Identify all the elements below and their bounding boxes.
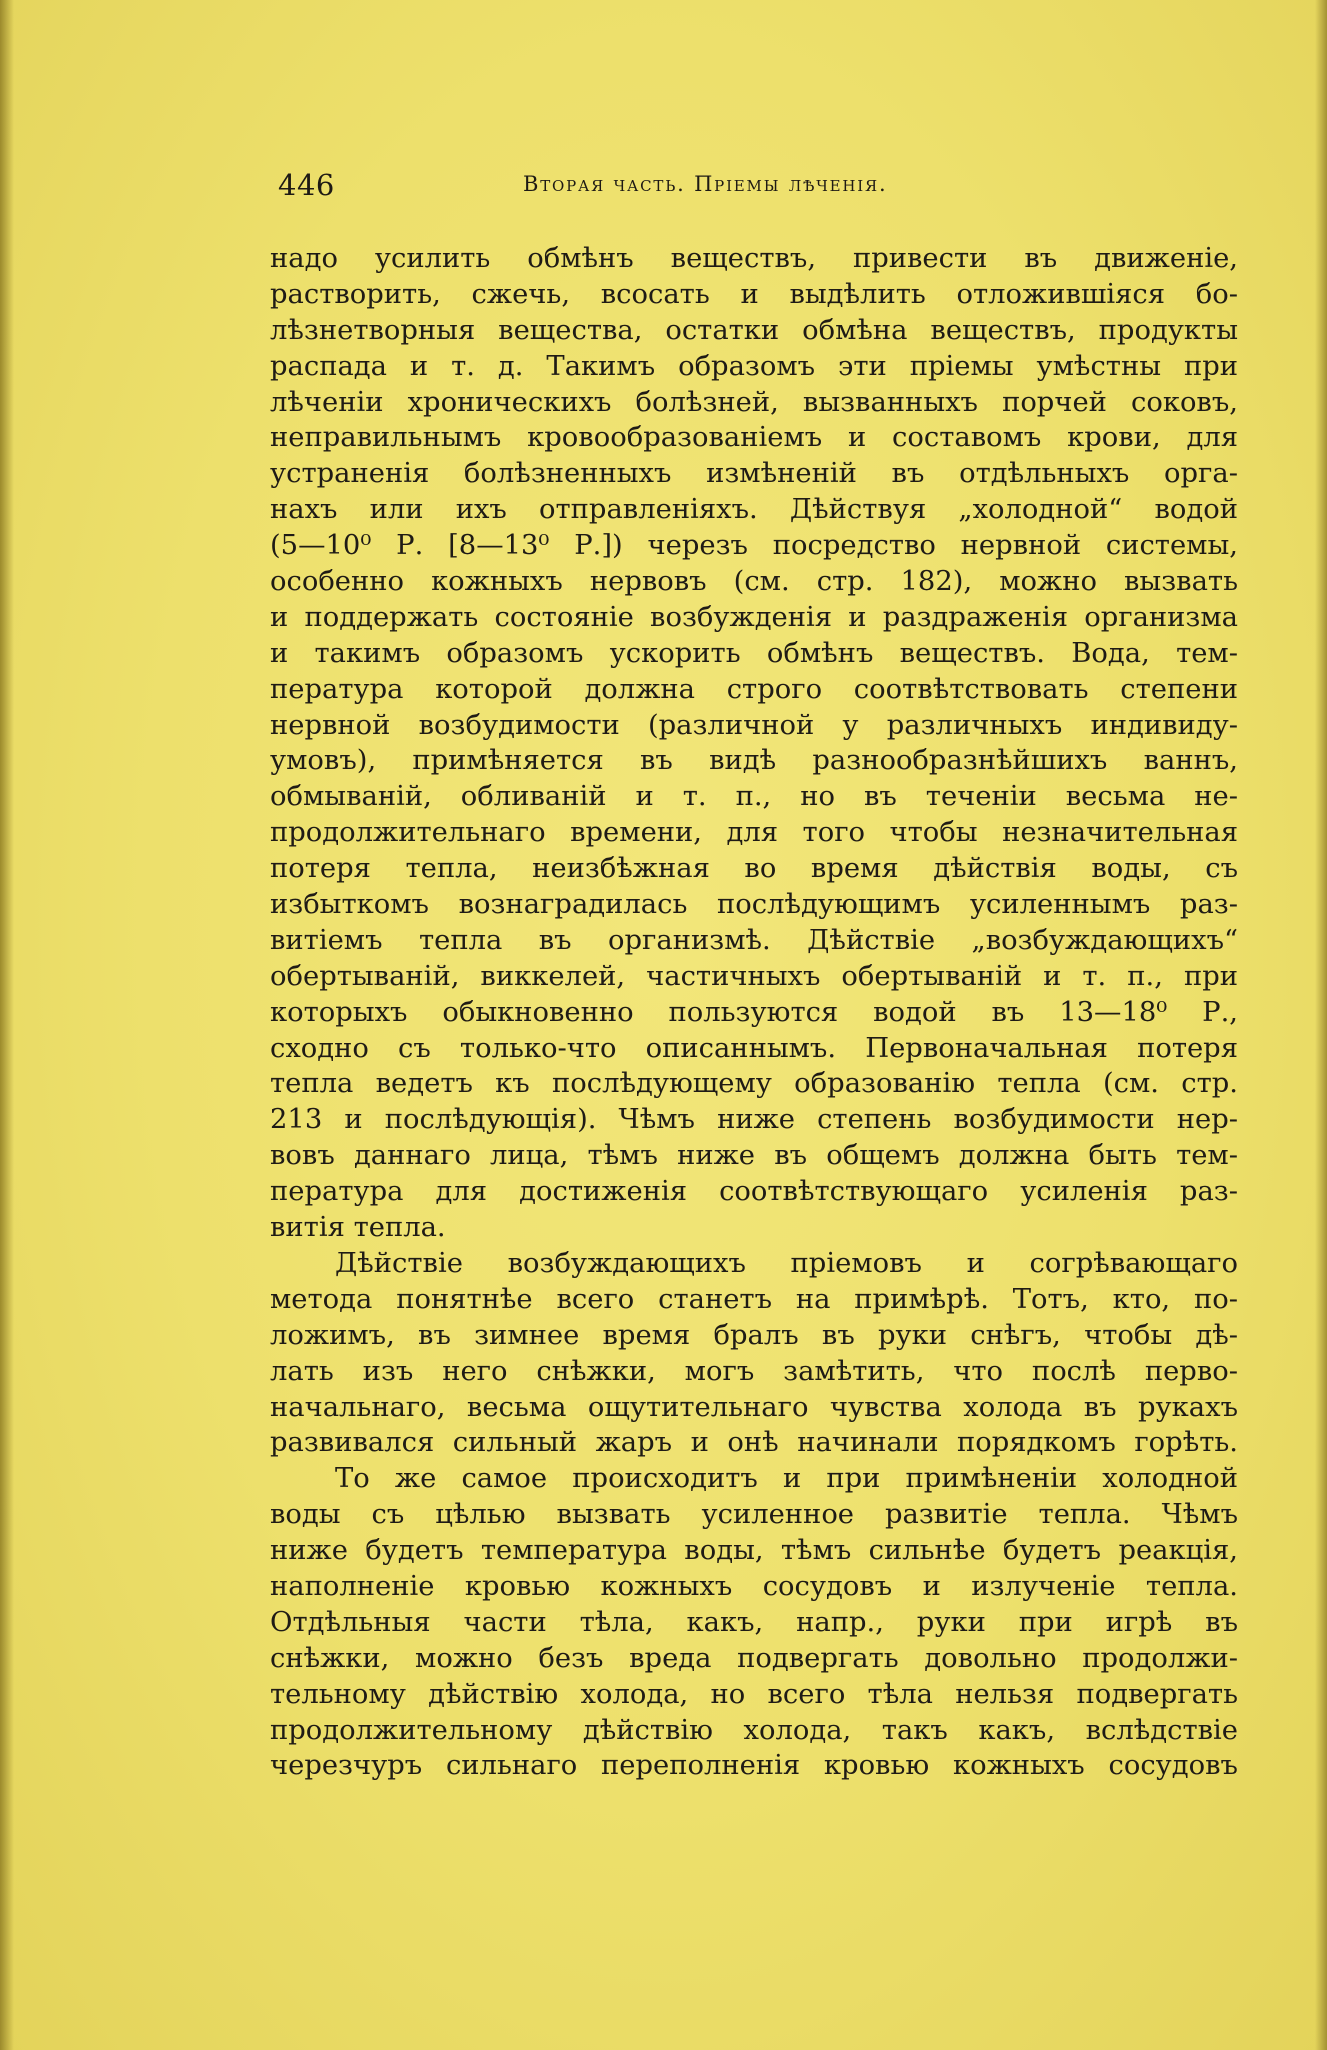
text-line: лать изъ него снѣжки, могъ замѣтить, что послѣ перво-	[270, 1355, 1238, 1387]
text-line: устраненія болѣзненныхъ измѣненій въ отдѣльныхъ орга-	[270, 458, 1238, 490]
text-line: особенно кожныхъ нервовъ (см. стр. 182), можно вызвать	[270, 566, 1238, 598]
text-line: снѣжки, можно безъ вреда подвергать довольно продолжи-	[270, 1642, 1238, 1674]
text-line: То же самое происходитъ и при примѣненіи холодной	[335, 1463, 1238, 1495]
text-line: растворить, сжечь, всосать и выдѣлить отложившіяся бо-	[270, 278, 1238, 310]
text-line: нервной возбудимости (различной у различныхъ индивиду-	[270, 709, 1238, 741]
text-line: ложимъ, въ зимнее время бралъ въ руки снѣгъ, чтобы дѣ-	[270, 1319, 1238, 1351]
text-line: витіемъ тепла въ организмѣ. Дѣйствіе „возбуждающихъ“	[270, 924, 1238, 956]
text-line: сходно съ только-что описаннымъ. Первоначальная потеря	[270, 1032, 1238, 1064]
text-line: тельному дѣйствію холода, но всего тѣла нельзя подвергать	[270, 1678, 1238, 1710]
text-line: умовъ), примѣняется въ видѣ разнообразнѣйшихъ ваннъ,	[270, 745, 1238, 777]
text-line: и такимъ образомъ ускорить обмѣнъ веществъ. Вода, тем-	[270, 637, 1238, 669]
text-line: которыхъ обыкновенно пользуются водой въ 13—18⁰ Р.,	[270, 996, 1238, 1028]
page-left-edge	[0, 0, 14, 2050]
text-line: обмываній, обливаній и т. п., но въ теченіи весьма не-	[270, 781, 1238, 813]
text-line: и поддержать состояніе возбужденія и раздраженія организма	[270, 601, 1238, 633]
text-line: развивался сильный жаръ и онѣ начинали порядкомъ горѣть.	[270, 1427, 1238, 1459]
text-line: лѣченіи хроническихъ болѣзней, вызванныхъ порчей соковъ,	[270, 386, 1238, 418]
running-head: Вторая часть. Пріемы лѣченія.	[523, 172, 888, 196]
text-line: пература для достиженія соотвѣтствующаго усиленія раз-	[270, 1176, 1238, 1208]
text-line: черезчуръ сильнаго переполненія кровью кожныхъ сосудовъ	[270, 1750, 1238, 1782]
body-text	[270, 241, 1238, 1784]
text-line: неправильнымъ кровообразованіемъ и составомъ крови, для	[270, 422, 1238, 454]
text-line: воды съ цѣлью вызвать усиленное развитіе тепла. Чѣмъ	[270, 1499, 1238, 1531]
text-line: Дѣйствіе возбуждающихъ пріемовъ и согрѣвающаго	[335, 1247, 1238, 1279]
text-line: ниже будетъ температура воды, тѣмъ сильнѣе будетъ реакція,	[270, 1535, 1238, 1567]
text-line: (5—10⁰ Р. [8—13⁰ Р.]) черезъ посредство нервной системы,	[270, 530, 1238, 562]
text-line: метода понятнѣе всего станетъ на примѣрѣ. Тотъ, кто, по-	[270, 1283, 1238, 1315]
text-line: тепла ведетъ къ послѣдующему образованію тепла (см. стр.	[270, 1068, 1238, 1100]
text-line: пература которой должна строго соотвѣтствовать степени	[270, 673, 1238, 705]
text-line: Отдѣльныя части тѣла, какъ, напр., руки при игрѣ въ	[270, 1606, 1238, 1638]
text-line: наполненіе кровью кожныхъ сосудовъ и излученіе тепла.	[270, 1570, 1238, 1602]
text-line: избыткомъ вознаградилась послѣдующимъ усиленнымъ раз-	[270, 889, 1238, 921]
text-line: нахъ или ихъ отправленіяхъ. Дѣйствуя „холодной“ водой	[270, 494, 1238, 526]
page-number: 446	[278, 168, 335, 202]
text-line: продолжительному дѣйствію холода, такъ какъ, вслѣдствіе	[270, 1714, 1238, 1746]
text-line: 213 и послѣдующія). Чѣмъ ниже степень возбудимости нер-	[270, 1104, 1238, 1136]
text-line: продолжительнаго времени, для того чтобы незначительная	[270, 817, 1238, 849]
page-header	[278, 168, 1234, 208]
text-line: надо усилить обмѣнъ веществъ, привести въ движеніе,	[270, 243, 1238, 274]
text-line: потеря тепла, неизбѣжная во время дѣйствія воды, съ	[270, 853, 1238, 885]
text-line: вовъ даннаго лица, тѣмъ ниже въ общемъ должна быть тем-	[270, 1140, 1238, 1172]
text-line: обертываній, виккелей, частичныхъ обертываній и т. п., при	[270, 960, 1238, 992]
text-line: витія тепла.	[270, 1212, 446, 1244]
text-line: лѣзнетворныя вещества, остатки обмѣна веществъ, продукты	[270, 314, 1238, 346]
text-line: начальнаго, весьма ощутительнаго чувства холода въ рукахъ	[270, 1391, 1238, 1423]
text-line: распада и т. д. Такимъ образомъ эти пріемы умѣстны при	[270, 350, 1238, 382]
page-right-edge	[1315, 0, 1327, 2050]
